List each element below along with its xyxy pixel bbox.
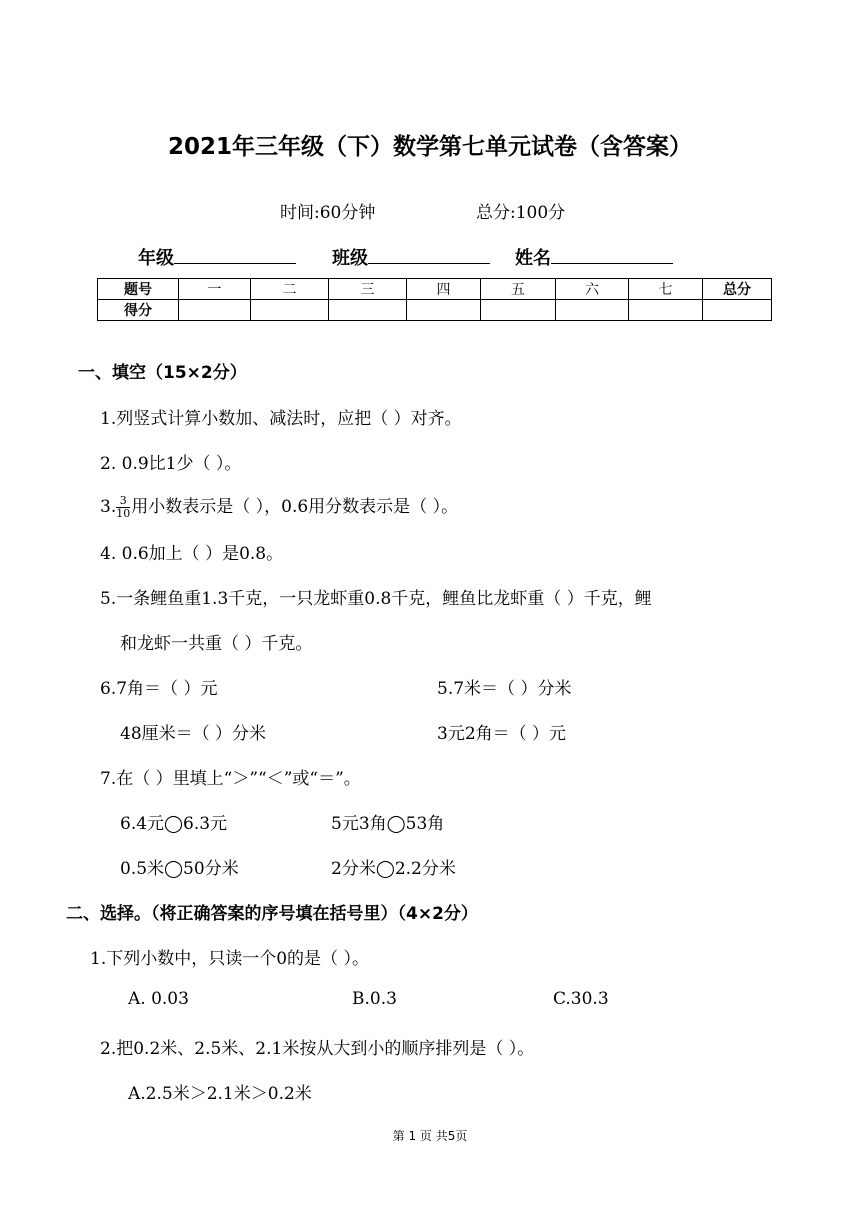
score-header-cell: 四 (407, 279, 481, 300)
page-footer: 第 1 页 共5页 (392, 1129, 468, 1143)
name-field (515, 244, 673, 270)
question-1-6c: 48厘米＝（ ）分米 (120, 724, 267, 744)
question-1-7b: 5元3角◯53角 (331, 814, 445, 834)
score-header-cell: 二 (251, 279, 329, 300)
score-header-cell: 总分 (703, 279, 772, 300)
score-header-cell: 六 (556, 279, 629, 300)
fraction-denominator: 10 (116, 507, 131, 520)
question-1-7d: 2分米◯2.2分米 (331, 859, 456, 879)
question-1-1: 1.列竖式计算小数加、减法时，应把（ ）对齐。 (100, 409, 462, 429)
question-2-1-option-b: B.0.3 (352, 989, 397, 1009)
question-1-6b: 5.7米＝（ ）分米 (437, 679, 572, 699)
score-cell (329, 300, 407, 321)
score-header-cell: 五 (481, 279, 556, 300)
page-title: 2021年三年级（下）数学第七单元试卷（含答案） (167, 134, 692, 160)
score-header-cell: 题号 (98, 279, 179, 300)
question-1-2: 2. 0.9比1少（ ）。 (100, 454, 242, 474)
class-label: 班级 (332, 248, 368, 269)
question-1-4: 4. 0.6加上（ ）是0.8。 (100, 544, 284, 564)
grade-field (138, 244, 296, 270)
question-1-3-number: 3. (100, 497, 117, 517)
question-2-1-option-c: C.30.3 (553, 989, 609, 1009)
score-header-cell: 三 (329, 279, 407, 300)
question-2-1: 1.下列小数中，只读一个0的是（ ）。 (90, 949, 369, 969)
score-cell (407, 300, 481, 321)
name-blank (551, 245, 673, 264)
question-2-2-option-a: A.2.5米＞2.1米＞0.2米 (128, 1084, 312, 1104)
score-cell (556, 300, 629, 321)
question-1-7c: 0.5米◯50分米 (120, 859, 239, 879)
exam-total-score: 总分:100分 (476, 203, 566, 223)
section2-heading: 二、选择。（将正确答案的序号填在括号里）（4×2分） (66, 904, 478, 924)
section1-heading: 一、填空（15×2分） (78, 363, 247, 383)
question-1-7a: 6.4元◯6.3元 (120, 814, 228, 834)
fraction-numerator: 3 (116, 495, 130, 508)
question-1-5-line1: 5.一条鲤鱼重1.3千克，一只龙虾重0.8千克，鲤鱼比龙虾重（ ）千克，鲤 (100, 589, 652, 609)
question-1-7: 7.在（ ）里填上“＞”“＜”或“＝”。 (100, 769, 361, 789)
class-blank (368, 245, 490, 264)
score-cell (703, 300, 772, 321)
question-1-3-text: 用小数表示是（ ），0.6用分数表示是（ ）。 (131, 497, 459, 517)
score-row-label: 得分 (98, 300, 179, 321)
score-cell (481, 300, 556, 321)
question-1-6d: 3元2角＝（ ）元 (437, 724, 567, 744)
score-cell (251, 300, 329, 321)
class-field (332, 244, 490, 270)
exam-time: 时间:60分钟 (280, 203, 376, 223)
question-2-2: 2.把0.2米、2.5米、2.1米按从大到小的顺序排列是（ ）。 (100, 1039, 535, 1059)
score-table-header-row (98, 279, 772, 300)
score-table-score-row (98, 300, 772, 321)
question-1-6a: 6.7角＝（ ）元 (100, 679, 218, 699)
score-header-cell: 七 (629, 279, 703, 300)
score-header-cell: 一 (179, 279, 251, 300)
question-1-5-line2: 和龙虾一共重（ ）千克。 (120, 634, 313, 654)
name-label: 姓名 (515, 248, 551, 269)
grade-label: 年级 (138, 248, 174, 269)
fraction (116, 495, 130, 520)
question-1-3 (100, 492, 458, 520)
score-cell (179, 300, 251, 321)
score-cell (629, 300, 703, 321)
grade-blank (174, 245, 296, 264)
question-2-1-option-a: A. 0.03 (128, 989, 189, 1009)
score-table (97, 278, 772, 321)
